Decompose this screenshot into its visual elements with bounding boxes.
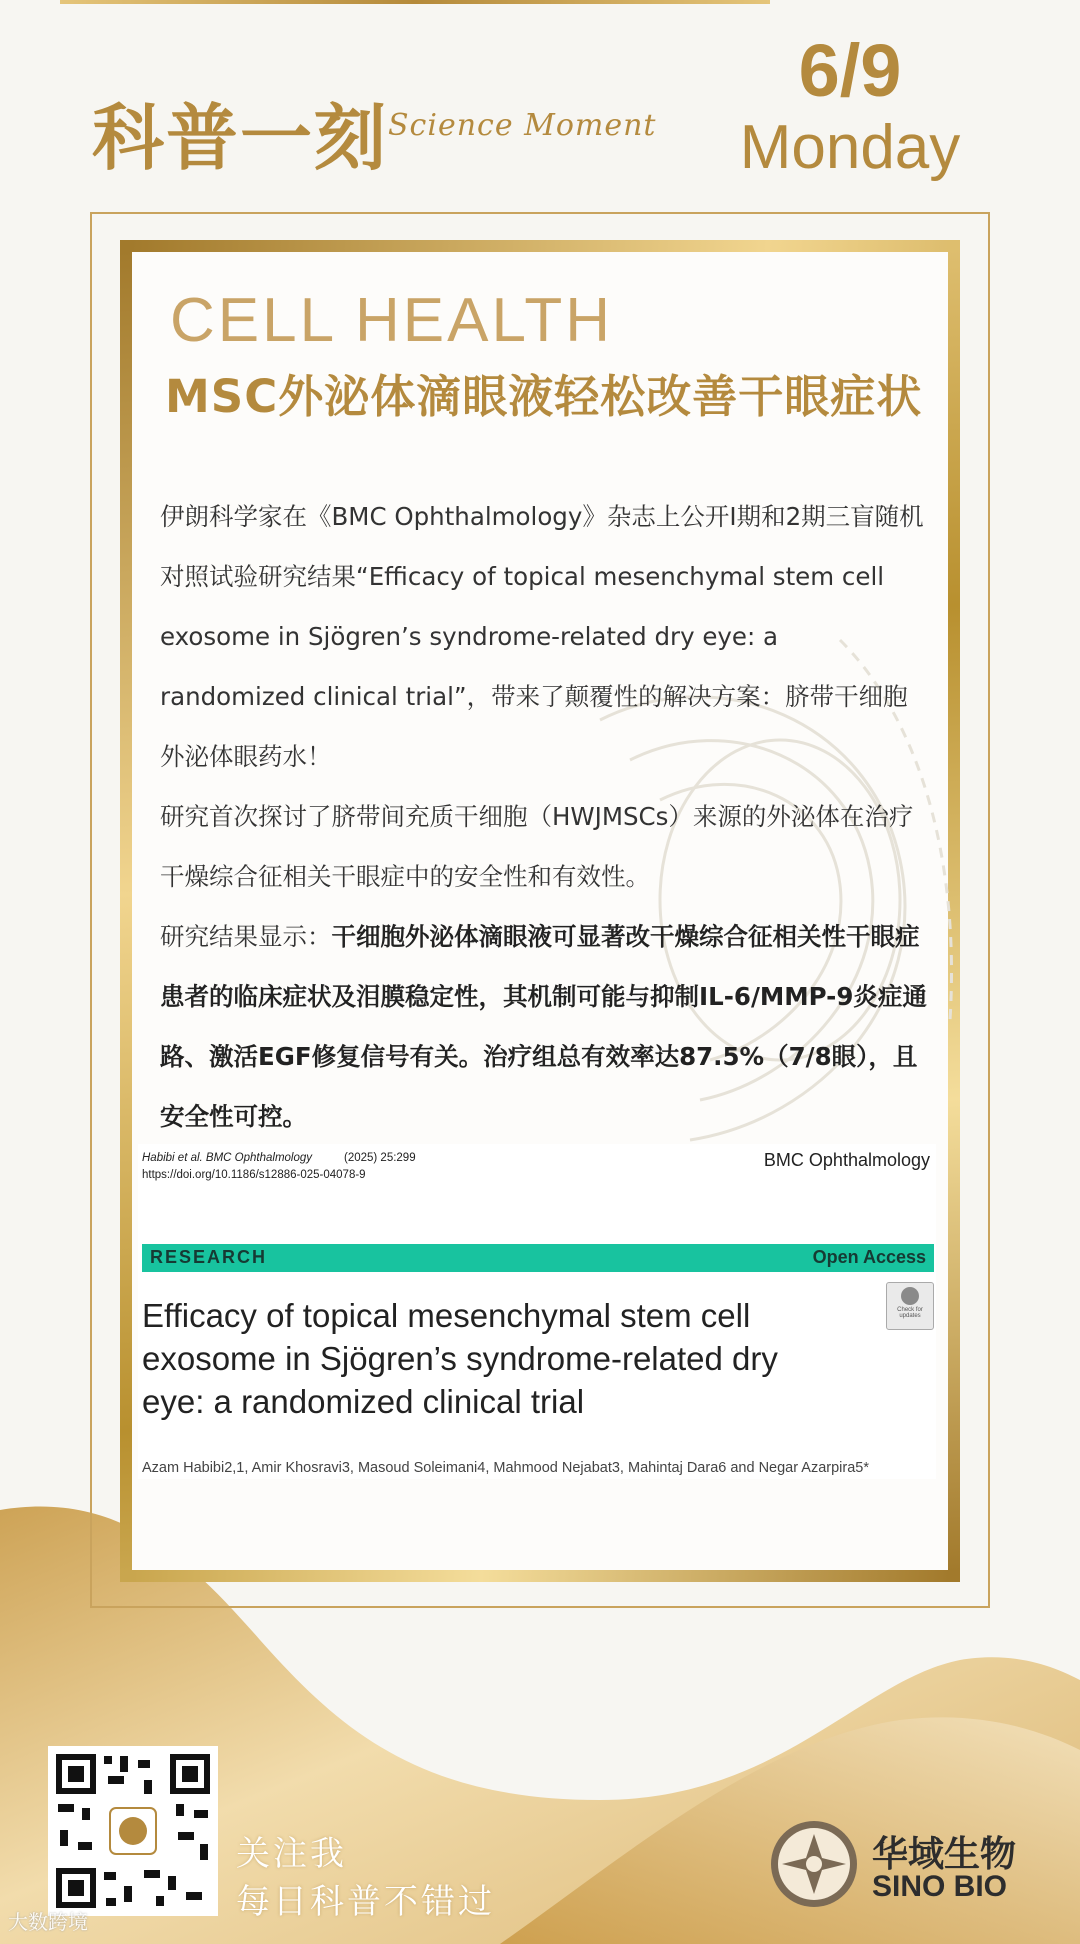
weekday-label: Monday — [739, 113, 961, 182]
journal-name: BMC Ophthalmology — [763, 1150, 930, 1170]
paragraph-3 — [160, 907, 930, 1147]
brand-name-en: SINO BIO — [872, 1870, 1008, 1903]
paragraph-2: 研究首次探讨了脐带间充质干细胞（HWJMSCs）来源的外泌体在治疗干燥综合征相关干眼症中的安全性和有效性。 — [160, 802, 914, 891]
paper-title: Efficacy of topical mesenchymal stem cell exosome in Sjögren’s syndrome-related dry eye: a randomized clinical trial — [142, 1297, 778, 1420]
section-label: RESEARCH — [150, 1247, 268, 1267]
date-label: 6/9 — [798, 29, 902, 112]
check-updates-icon — [901, 1287, 919, 1305]
result-highlight: 干细胞外泌体滴眼液可显著改干燥综合征相关性干眼症患者的临床症状及泪膜稳定性，其机制可能与抑制IL-6/MMP-9炎症通路、激活EGF修复信号有关。治疗组总有效率达87.5%（7/8眼），且安全性可控。 — [160, 922, 927, 1131]
citation-block — [142, 1150, 416, 1184]
follow-line-2: 每日科普不错过 — [236, 1882, 495, 1922]
paper-screenshot — [138, 1144, 936, 1479]
paper-authors: Azam Habibi2,1, Amir Khosravi3, Masoud Soleimani4, Mahmood Nejabat3, Mahintaj Dara6 and Negar Azarpira5* — [142, 1460, 869, 1476]
result-prefix: 研究结果显示： — [160, 922, 332, 951]
doi-link[interactable]: https://doi.org/10.1186/s12886-025-04078-9 — [142, 1169, 366, 1181]
check-updates-label: Check for updates — [897, 1307, 923, 1319]
qr-code[interactable] — [48, 1746, 218, 1916]
watermark: 大数跨境 — [8, 1910, 88, 1934]
brand-name-cn: 华域生物 — [872, 1834, 1017, 1875]
article-headline: MSC外泌体滴眼液轻松改善干眼症状 — [165, 370, 923, 423]
top-gold-line — [60, 0, 770, 4]
column-subtitle: Science Moment — [388, 108, 657, 143]
check-updates-badge[interactable] — [886, 1282, 934, 1330]
category-label: CELL HEALTH — [170, 286, 614, 355]
article-body — [160, 487, 930, 1147]
citation-authors: Habibi et al. BMC Ophthalmology — [142, 1152, 313, 1164]
section-bar — [142, 1244, 934, 1272]
open-access-label: Open Access — [812, 1247, 926, 1267]
follow-line-1: 关注我 — [236, 1834, 347, 1874]
column-title: 科普一刻 — [92, 96, 389, 180]
sino-bio-logo-icon — [768, 1818, 860, 1910]
paragraph-1: 伊朗科学家在《BMC Ophthalmology》杂志上公开I期和2期三盲随机对照试验研究结果“Efficacy of topical mesenchymal stem cell exosome in Sjögren’s syndrome-related dry eye: a randomized clinical trial”，带来了颠覆性的解决方案：脐带干细胞外泌体眼药水！ — [160, 502, 924, 771]
citation-year: (2025) 25:299 — [343, 1152, 416, 1164]
